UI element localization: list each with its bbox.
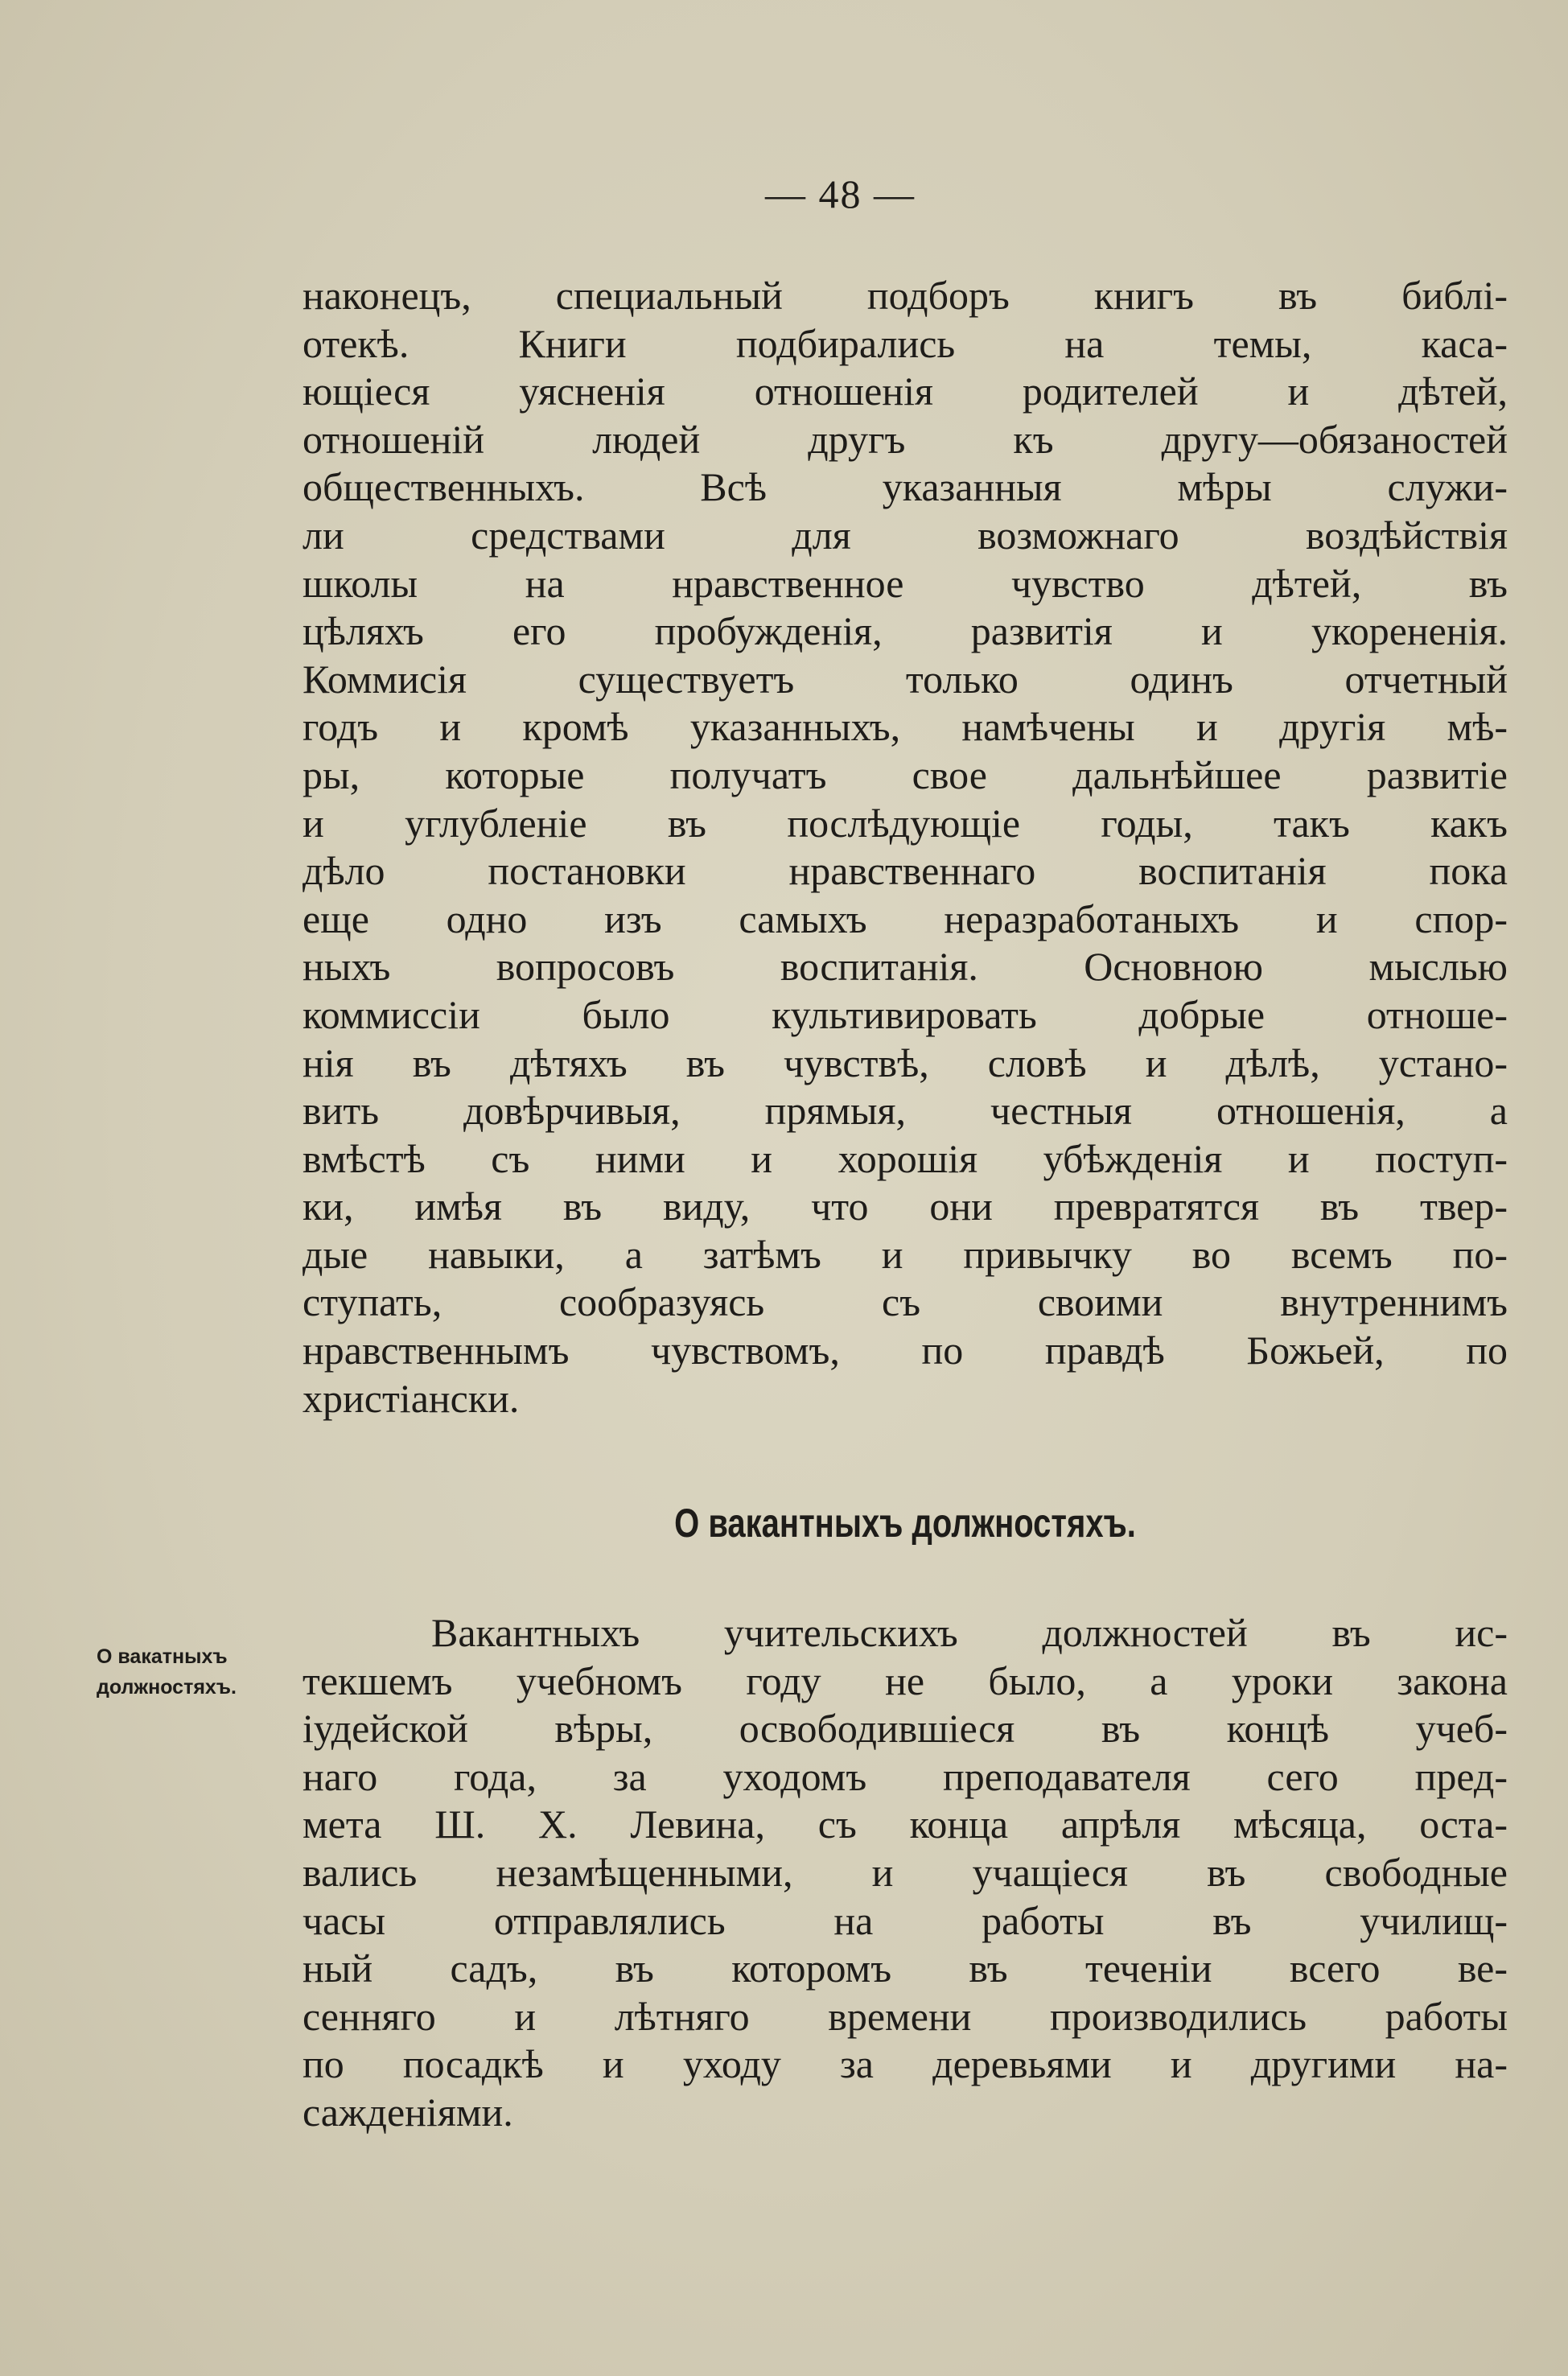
text-line: цѣляхъ его пробужденія, развитія и укорененія.: [302, 608, 1508, 654]
margin-note: [97, 1641, 298, 1703]
text-line: ли средствами для возможнаго воздѣйствія: [302, 512, 1508, 558]
text-line: христіански.: [302, 1375, 520, 1421]
text-line: годъ и кромѣ указанныхъ, намѣчены и другія мѣ-: [302, 704, 1508, 750]
text-line: еще одно изъ самыхъ неразработаныхъ и спор-: [302, 896, 1508, 941]
text-line: вались незамѣщенными, и учащіеся въ свободные: [302, 1849, 1508, 1895]
text-line: ющіеся уясненія отношенія родителей и дѣтей,: [302, 369, 1508, 414]
margin-note-line: О вакатныхъ: [97, 1645, 228, 1668]
text-line: вить довѣрчивыя, прямыя, честныя отношенія, а: [302, 1088, 1508, 1134]
margin-note-line: должностяхъ.: [97, 1676, 237, 1699]
section-heading: О вакантныхъ должностяхъ.: [674, 1501, 1136, 1546]
text-line: нравственнымъ чувствомъ, по правдѣ Божьей, по: [302, 1328, 1508, 1373]
text-line: Вакантныхъ учительскихъ должностей въ ис-: [431, 1610, 1508, 1655]
paragraph-vacancies: [302, 1609, 1508, 2137]
text-line: дѣло постановки нравственнаго воспитанія пока: [302, 848, 1508, 894]
text-line: коммиссіи было культивировать добрые отноше-: [302, 991, 1508, 1037]
text-line: ры, которые получатъ свое дальнѣйшее развитіе: [302, 752, 1508, 797]
text-line: текшемъ учебномъ году не было, а уроки закона: [302, 1657, 1508, 1703]
text-line: ступать, сообразуясь съ своими внутреннимъ: [302, 1279, 1508, 1325]
text-line: ный садъ, въ которомъ въ теченіи всего ве-: [302, 1946, 1508, 1991]
text-line: школы на нравственное чувство дѣтей, въ: [302, 560, 1508, 606]
text-line: дые навыки, а затѣмъ и привычку во всемъ по-: [302, 1231, 1508, 1277]
text-line: часы отправлялись на работы въ училищ-: [302, 1897, 1508, 1943]
text-line: ныхъ вопросовъ воспитанія. Основною мыслью: [302, 944, 1508, 990]
page-number: — 48 —: [765, 171, 916, 216]
text-line: сенняго и лѣтняго времени производились работы: [302, 1993, 1508, 2039]
text-line: и углубленіе въ послѣдующіе годы, такъ какъ: [302, 800, 1508, 846]
text-line: общественныхъ. Всѣ указанныя мѣры служи-: [302, 464, 1508, 510]
text-line: вмѣстѣ съ ними и хорошія убѣжденія и поступ-: [302, 1135, 1508, 1181]
text-line: мета Ш. Х. Левина, съ конца апрѣля мѣсяца, оста-: [302, 1802, 1508, 1847]
text-line: отношеній людей другъ къ другу—обязаностей: [302, 416, 1508, 462]
text-line: по посадкѣ и уходу за деревьями и другими на-: [302, 2041, 1508, 2087]
text-line: наконецъ, специальный подборъ книгъ въ библі-: [302, 273, 1508, 318]
text-line: іудейской вѣры, освободившіеся въ концѣ учеб-: [302, 1706, 1508, 1752]
text-line: сажденіями.: [302, 2089, 513, 2135]
text-line: отекѣ. Книги подбирались на темы, каса-: [302, 320, 1508, 366]
text-line: наго года, за уходомъ преподавателя сего пред-: [302, 1753, 1508, 1799]
text-line: Коммисія существуетъ только одинъ отчетный: [302, 656, 1508, 702]
text-line: ки, имѣя въ виду, что они превратятся въ твер-: [302, 1184, 1508, 1229]
text-line: нія въ дѣтяхъ въ чувствѣ, словѣ и дѣлѣ, устано-: [302, 1040, 1508, 1085]
paragraph-moral-education: [302, 272, 1508, 1423]
